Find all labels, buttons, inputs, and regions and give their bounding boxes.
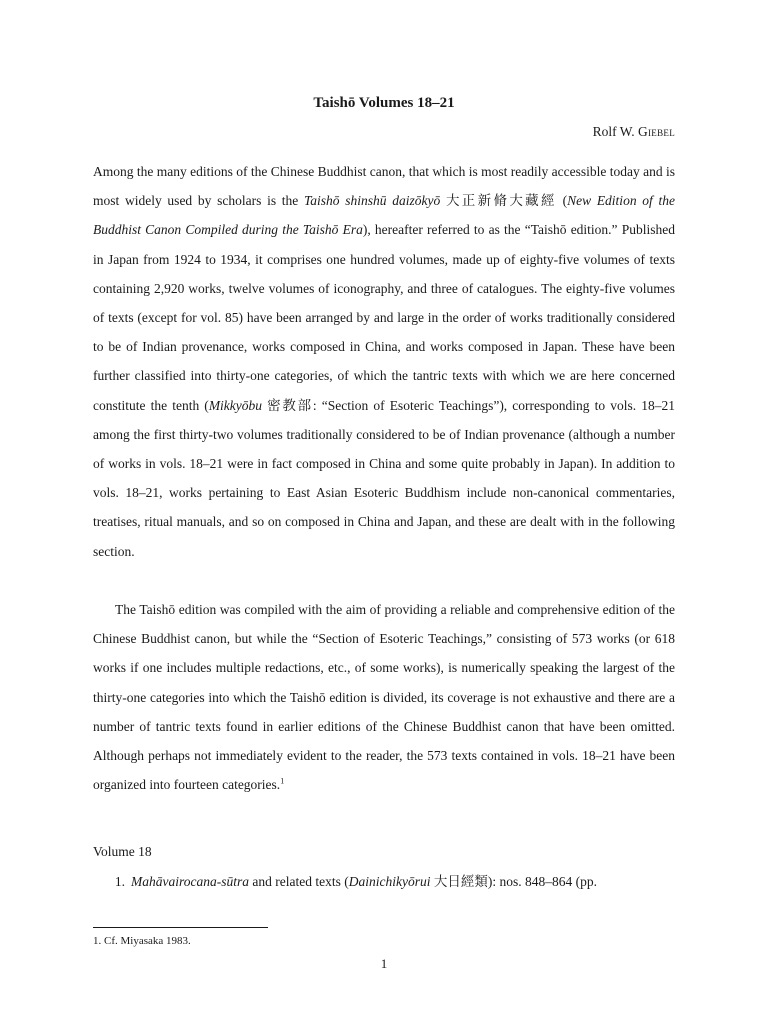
p1-text-d: : “Section of Esoteric Teachings”), corresponding to vols. 18–21 among the first thirty-two volumes traditionally considered to be of Indian provenance (although a number of works in vols. 18–21 were in fact composed in China and some quite probably in Japan). In addition to vols. 18–21, works pertaining to East Asian Esoteric Buddhism include non-canonical commentaries, treatises, ritual manuals, and so on composed in China and Japan, and these are dealt with in the following section. xyxy=(93,397,675,559)
p1-text-a: Among the many editions of the Chinese Buddhist canon, that which is most readily accessible today and is most widely used by scholars is the xyxy=(93,164,675,209)
page-title: Taishō Volumes 18–21 xyxy=(313,95,455,111)
list-item-text-b: ): nos. 848–864 (pp. xyxy=(487,874,597,889)
list-item-number: 1. xyxy=(114,874,125,889)
p1-italic-translation: New Edition of the Buddhist Canon Compiled during the Taishō Era xyxy=(93,193,675,238)
p2-text: The Taishō edition was compiled with the aim of providing a reliable and comprehensive edition of the Chinese Buddhist canon, but while the “Section of Esoteric Teachings,” consisting of 573 works (or 618 works if one includes multiple redactions, etc., of some works), is numerically speaking the largest of the thirty-one categories into which the Taishō edition is divided, its coverage is not exhaustive and there are a number of tantric texts found in earlier editions of the Chinese Buddhist canon that have been omitted. Although perhaps not immediately evident to the reader, the 573 texts contained in vols. 18–21 have been organized into fourteen categories. xyxy=(93,602,675,793)
list-item-italic-title: Mahāvairocana-sūtra xyxy=(131,874,249,889)
footnote: 1. Cf. Miyasaka 1983. xyxy=(93,935,191,947)
p1-text-c: ), hereafter referred to as the “Taishō edition.” Published in Japan from 1924 to 1934, it comprises one hundred volumes, made up of eighty-five volumes of texts containing 2,920 works, twelve volumes of iconography, and three of catalogues. The eighty-five volumes of texts (except for vol. 85) have been arranged by and large in the order of works traditionally considered to be of Indian provenance, works composed in China, and works composed in Japan. These have been further classified into thirty-one categories, of which the tantric texts with which we are here concerned constitute the tenth ( xyxy=(93,222,675,413)
list-item-japanese: 大日經類 xyxy=(430,874,488,889)
section-heading: Volume 18 xyxy=(93,844,152,859)
footnote-marker[interactable]: 1 xyxy=(280,776,285,786)
author-line xyxy=(593,122,675,142)
list-item-text-a: and related texts ( xyxy=(249,874,349,889)
p1-japanese-mikkyobu: 密教部 xyxy=(262,397,313,413)
p1-japanese-title: 大正新脩大藏經 xyxy=(440,193,563,209)
author-last-name: Giebel xyxy=(637,124,675,139)
page xyxy=(93,0,675,1024)
page-number: 1 xyxy=(380,956,388,971)
paragraph-1 xyxy=(93,157,675,566)
list-item xyxy=(93,870,675,894)
paragraph-2 xyxy=(93,595,675,799)
footnote-divider xyxy=(93,927,268,928)
author-first-name: Rolf W. xyxy=(592,124,638,139)
p1-italic-mikkyobu: Mikkyōbu xyxy=(208,397,263,413)
p1-italic-title: Taishō shinshū daizōkyō xyxy=(304,193,441,209)
list-item-italic-category: Dainichikyōrui xyxy=(348,874,431,889)
p1-text-b: ( xyxy=(562,193,568,209)
